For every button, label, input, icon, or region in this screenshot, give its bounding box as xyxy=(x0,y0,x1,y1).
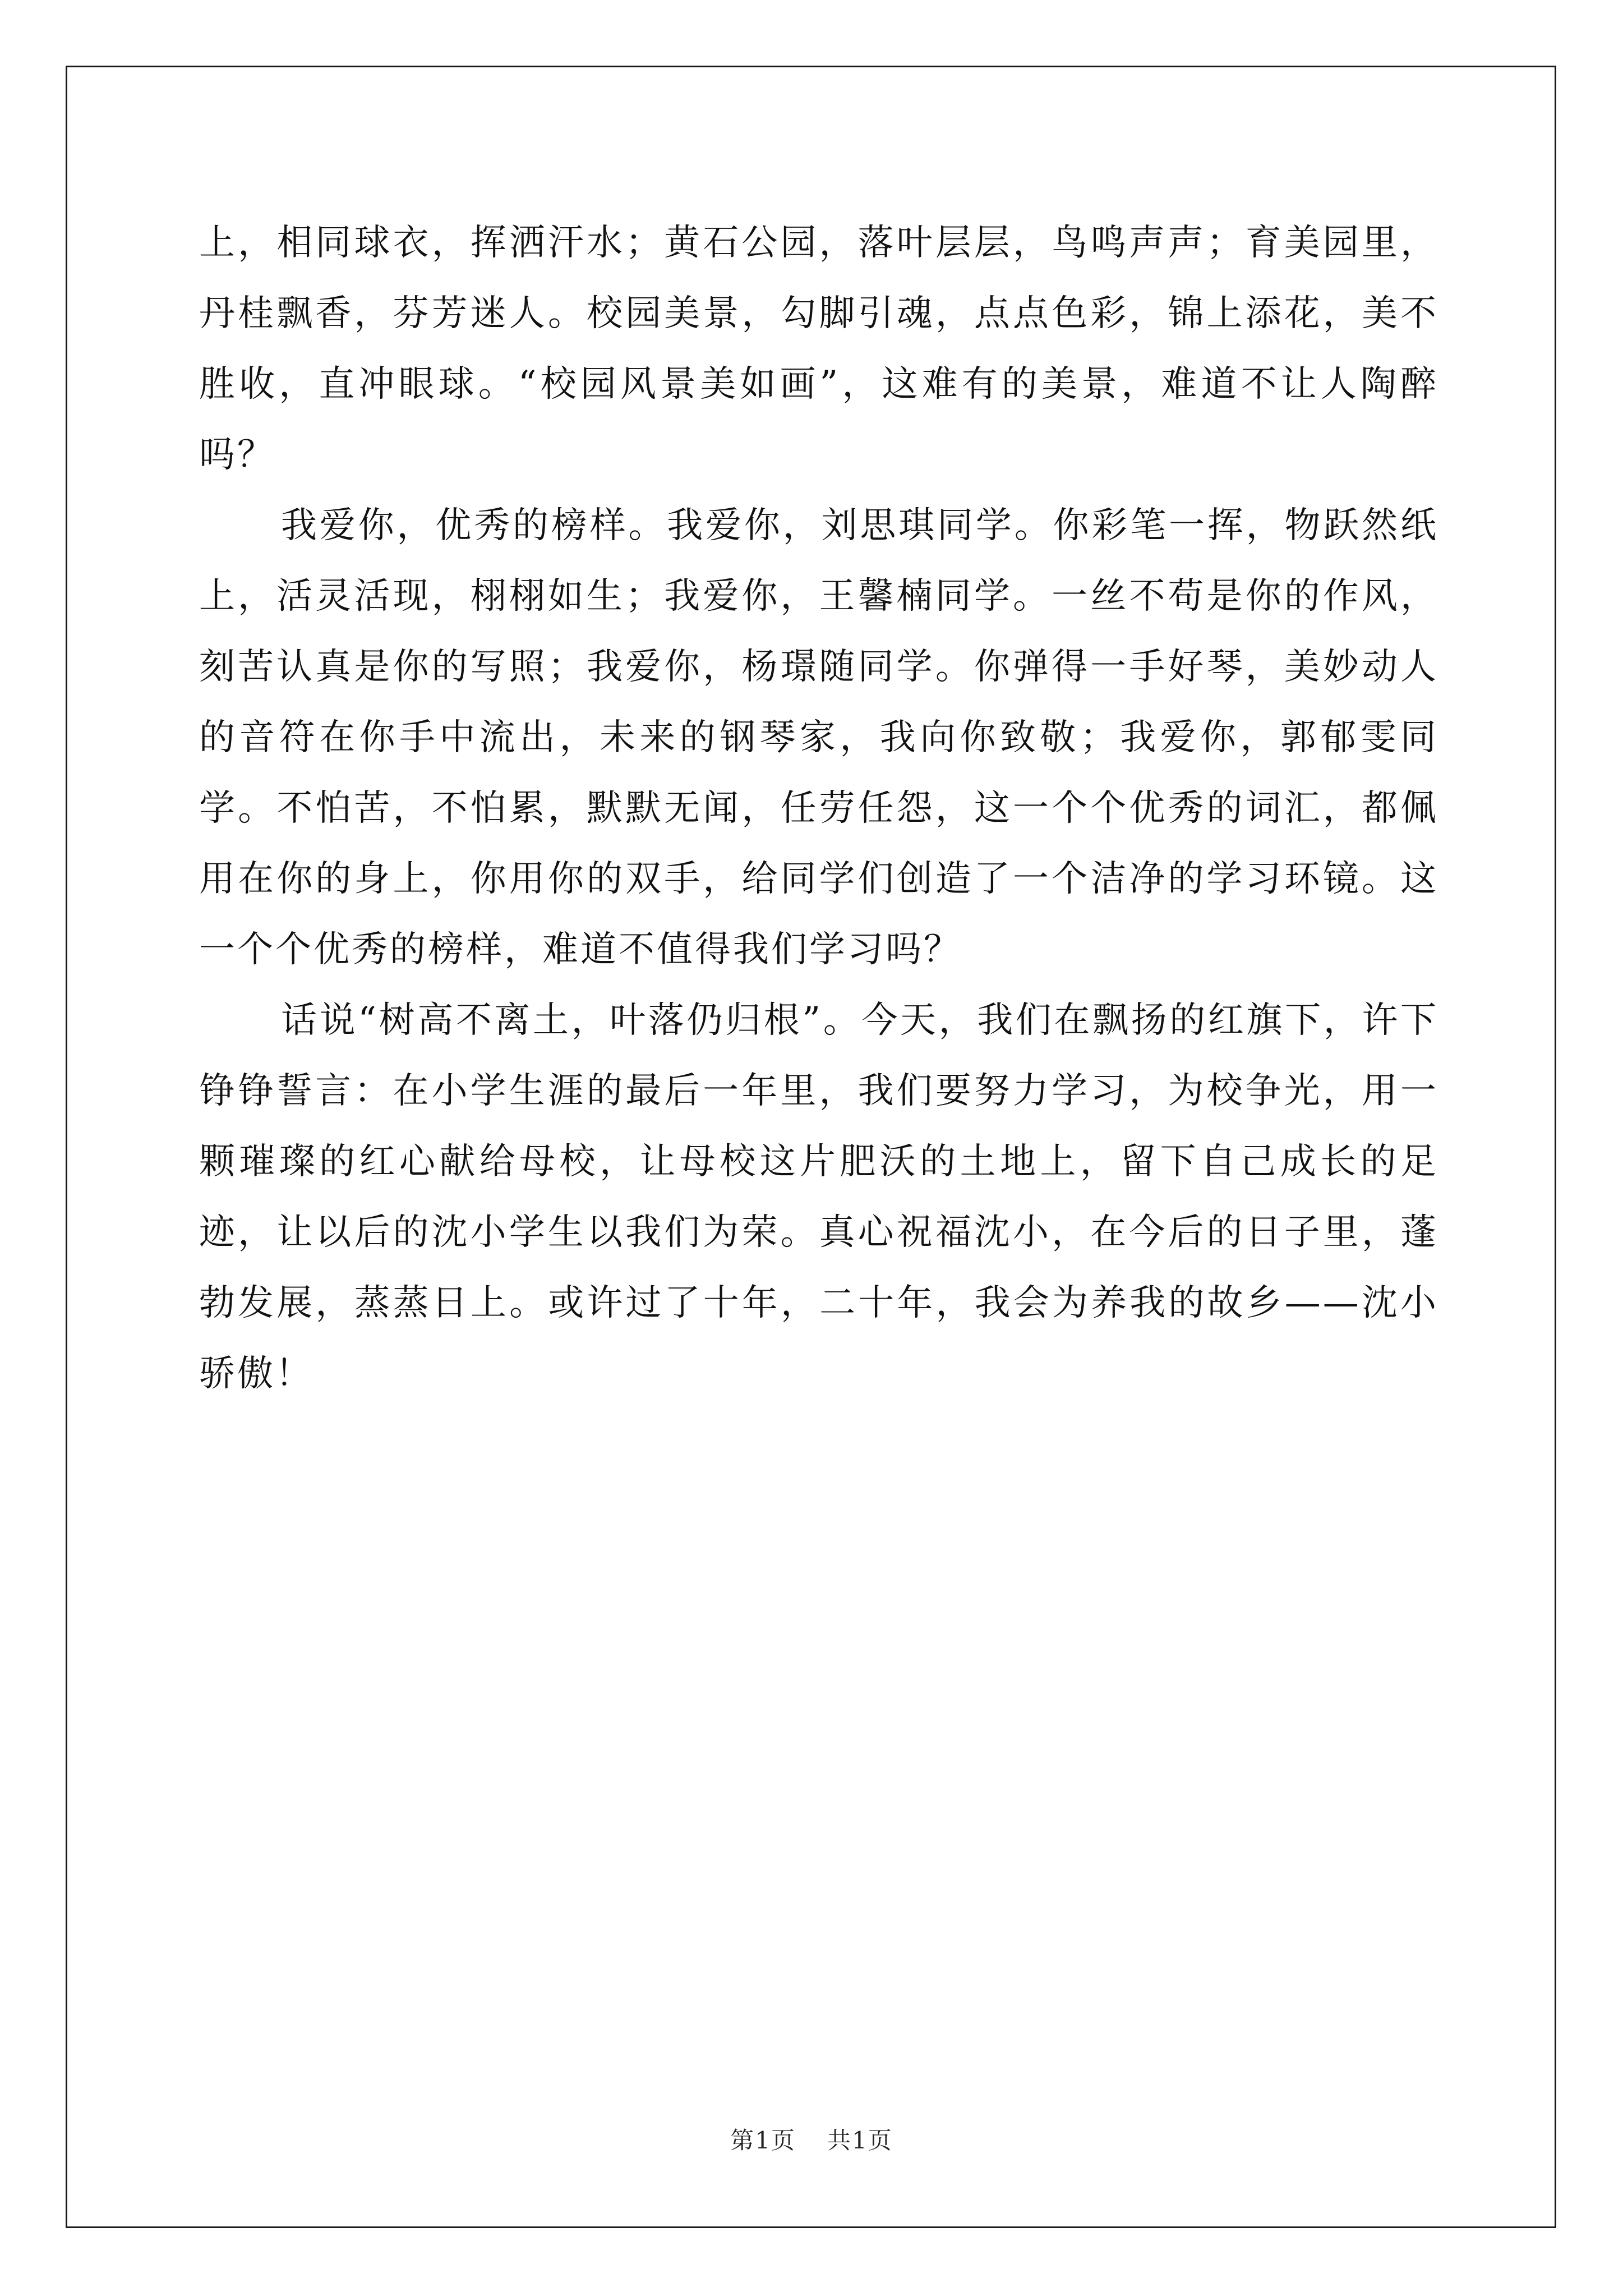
paragraph-1: 上，相同球衣，挥洒汗水；黄石公园，落叶层层，鸟鸣声声；育美园里，丹桂飘香，芬芳迷人。校园美景，勾脚引魂，点点色彩，锦上添花，美不胜收，直冲眼球。“校园风景美如画”，这难有的美景，难道不让人陶醉吗？ xyxy=(199,222,1438,476)
paragraph-3: 话说“树高不离土，叶落仍归根”。今天，我们在飘扬的红旗下，许下铮铮誓言：在小学生涯的最后一年里，我们要努力学习，为校争光，用一颗璀璨的红心献给母校，让母校这片肥沃的土地上，留下自己成长的足迹，让以后的沈小学生以我们为荣。真心祝福沈小，在今后的日子里，蓬勃发展，蒸蒸日上。或许过了十年，二十年，我会为养我的故乡——沈小骄傲！ xyxy=(199,1000,1438,1395)
paragraph-2: 我爱你，优秀的榜样。我爱你，刘思琪同学。你彩笔一挥，物跃然纸上，活灵活现，栩栩如生；我爱你，王馨楠同学。一丝不苟是你的作风，刻苦认真是你的写照；我爱你，杨璟随同学。你弹得一手好琴，美妙动人的音符在你手中流出，未来的钢琴家，我向你致敬；我爱你，郭郁雯同学。不怕苦，不怕累，默默无闻，任劳任怨，这一个个优秀的词汇，都佩用在你的身上，你用你的双手，给同学们创造了一个洁净的学习环镜。这一个个优秀的榜样，难道不值得我们学习吗？ xyxy=(199,505,1438,970)
page-number: 第1页 xyxy=(730,2127,796,2154)
document-body xyxy=(199,208,1438,1409)
page-footer xyxy=(0,2125,1623,2156)
page-total: 共1页 xyxy=(827,2127,893,2154)
